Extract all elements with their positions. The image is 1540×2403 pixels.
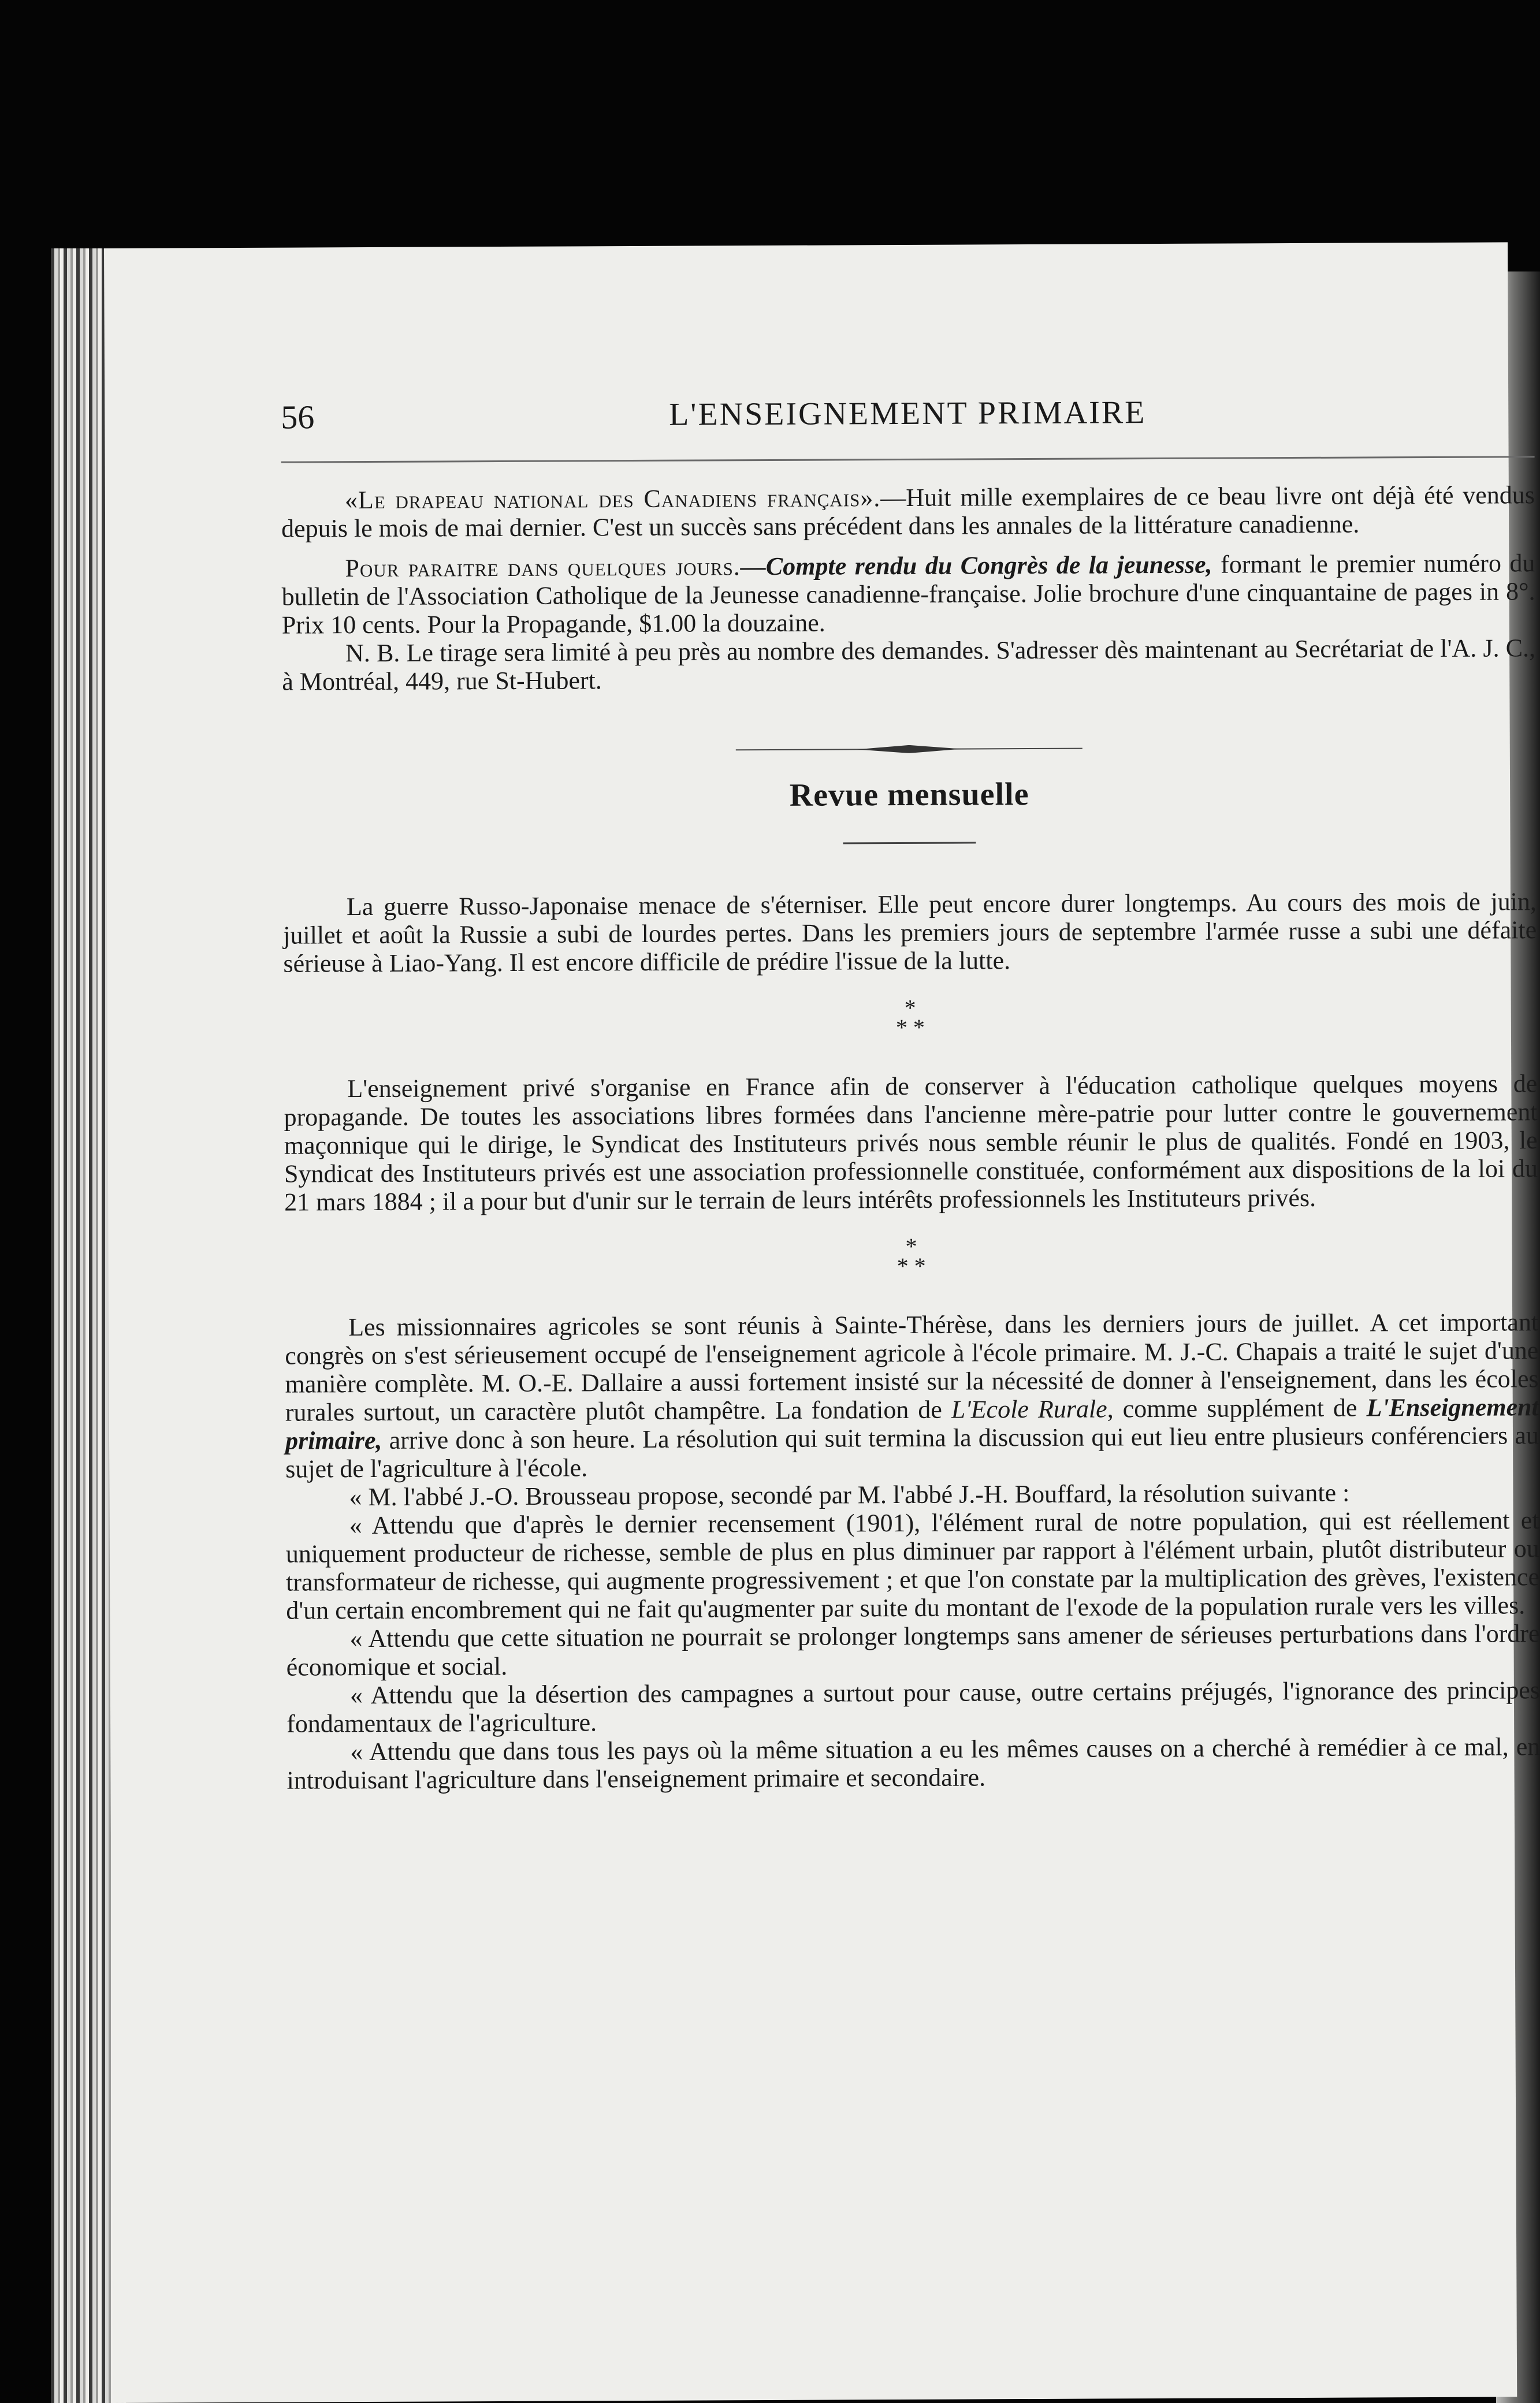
paragraph-missionnaires-a: Les missionnaires agricoles se sont réunis à Sainte-Thérèse, dans les derniers jours de juillet. A cet important congrès on s'est sérieusement occupé de l'enseignement agricole à l'école primaire. M. J.-C. Chapais a traité le sujet d'une manière complète. M. O.-E. Dallaire a aussi fortement insisté sur la nécessité de donner à l'enseignement, dans les écoles rurales surtout, un caractère plutôt champêtre. La fondation de xyxy=(285,1308,1539,1427)
notice-compte-rendu xyxy=(281,549,1535,639)
title-enseignement-primaire: L'Enseignement primaire, xyxy=(285,1393,1539,1455)
notice-drapeau-text: —Huit mille exemplaires de ce beau livre ont déjà été vendus depuis le mois de mai dernier. C'est un succès sans précédent dans les annales de la littérature canadienne. xyxy=(281,481,1535,543)
paragraph-attendu-2: « Attendu que cette situation ne pourrait se prolonger longtemps sans amener de sérieuses perturbations dans l'ordre économique et social. xyxy=(286,1619,1540,1682)
notice-compte-rendu-text: formant le premier numéro du bulletin de l'Association Catholique de la Jeunesse canadienne-française. Jolie brochure d'une cinquantaine de pages in 8°. Prix 10 cents. Pour la Propagande, $1.00 la douzaine. xyxy=(281,549,1535,639)
asterism-2: * * * xyxy=(897,1233,926,1279)
notice-drapeau xyxy=(281,481,1535,542)
paragraph-attendu-1: « Attendu que d'après le dernier recensement (1901), l'élément rural de notre population, qui est réellement et uniquement producteur de richesse, semble de plus en plus diminuer par rapport à l'élément urbain, plutôt distributeur ou transformateur de richesse, qui augmente progressivement ; et que l'on constate par la multiplication des grèves, l'existence d'un certain encombrement qui ne fait qu'augmenter par suite du montant de l'exode de la population rurale vers les villes. xyxy=(285,1506,1540,1625)
paragraph-attendu-3: « Attendu que la désertion des campagnes a surtout pour cause, outre certains préjugés, l'ignorance des principes fondamentaux de l'agriculture. xyxy=(287,1676,1540,1738)
notice-drapeau-heading: «Le drapeau national des Canadiens français». xyxy=(344,483,881,515)
paragraph-attendu-4: « Attendu que dans tous les pays où la même situation a eu les mêmes causes on a cherché à remédier à ce mal, en introduisant l'agriculture dans l'enseignement primaire et secondaire. xyxy=(287,1732,1540,1795)
paragraph-guerre: La guerre Russo-Japonaise menace de s'éterniser. Elle peut encore durer longtemps. Au cours des mois de juin, juillet et août la Russie a subi de lourdes pertes. Dans les premiers jours de septembre l'armée russe a subi une défaite sérieuse à Liao-Yang. Il est encore difficile de prédire l'issue de la lutte. xyxy=(283,887,1537,978)
section-rule xyxy=(843,842,976,844)
asterism-1: * * * xyxy=(895,994,925,1041)
notice-nb: N. B. Le tirage sera limité à peu près au nombre des demandes. S'adresser dès maintenant au Secrétariat de l'A. J. C., à Montréal, 449, rue St-Hubert. xyxy=(282,634,1536,696)
paragraph-enseignement-prive: L'enseignement privé s'organise en France afin de conserver à l'éducation catholique quelques moyens de propagande. De toutes les associations libres formées dans l'ancienne mère-patrie pour lutter contre le gouvernement maçonnique qui le dirige, le Syndicat des Instituteurs privés nous semble réunir le plus de qualités. Fondé en 1903, le Syndicat des Instituteurs privés est une association professionnelle constituée, conformément aux dispositions de la loi du 21 mars 1884 ; il a pour but d'unir sur le terrain de leurs intérêts professionnels les Instituteurs privés. xyxy=(284,1069,1538,1217)
notice-compte-rendu-title: —Compte rendu du Congrès de la jeunesse, xyxy=(740,550,1212,581)
page-text-block xyxy=(281,392,1540,1794)
running-title: L'ENSEIGNEMENT PRIMAIRE xyxy=(668,395,1147,433)
title-ecole-rurale: L'Ecole Rurale xyxy=(951,1394,1107,1424)
paragraph-missionnaires-b: , comme supplément de xyxy=(1107,1393,1367,1423)
notice-compte-rendu-heading: Pour paraitre dans quelques jours. xyxy=(345,552,741,583)
book-page xyxy=(104,242,1540,2403)
paragraph-proposition: « M. l'abbé J.-O. Brousseau propose, secondé par M. l'abbé J.-H. Bouffard, la résolution suivante : xyxy=(349,1478,1350,1512)
paragraph-missionnaires-c: arrive donc à son heure. La résolution qui suit termina la discussion qui eut lieu entre plusieurs conférenciers au sujet de l'agriculture à l'école. xyxy=(285,1421,1539,1483)
running-header xyxy=(281,392,1534,461)
page-number: 56 xyxy=(281,398,315,436)
ornamental-divider xyxy=(736,745,1083,754)
paragraph-missionnaires xyxy=(285,1308,1539,1483)
section-title: Revue mensuelle xyxy=(789,776,1029,813)
